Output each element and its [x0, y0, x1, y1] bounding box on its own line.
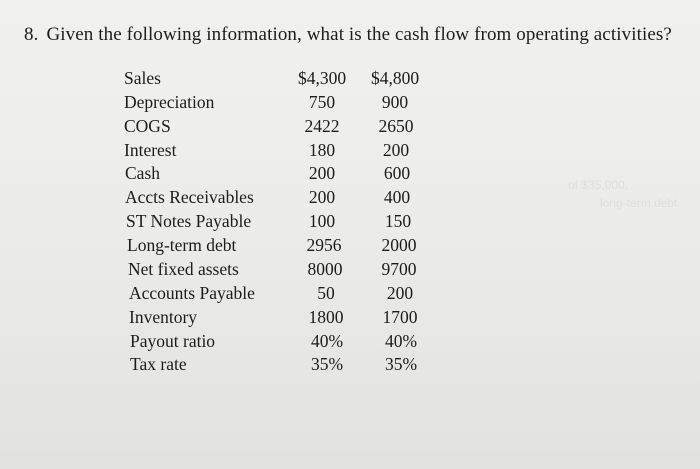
value-col2: 2000: [381, 235, 417, 255]
question: [24, 24, 672, 46]
value-col2: 150: [384, 211, 412, 231]
row-label: COGS: [124, 116, 171, 136]
value-col2: 40%: [384, 331, 418, 351]
value-col1: 180: [308, 140, 336, 160]
value-col2: 200: [382, 140, 410, 160]
row-label: Inventory: [129, 307, 198, 327]
row-label: Long-term debt: [127, 235, 237, 255]
value-col2: 1700: [382, 307, 418, 327]
value-col1: $4,300: [297, 68, 347, 88]
question-text: Given the following information, what is the cash flow from operating activities?: [46, 24, 672, 45]
value-col1: 35%: [310, 354, 344, 374]
value-col1: 750: [308, 92, 336, 112]
question-number: 8.: [24, 24, 39, 45]
value-col2: 35%: [384, 354, 418, 374]
bleed-through-text: long-term debt: [600, 196, 678, 210]
value-col1: 50: [317, 283, 335, 303]
value-col1: 2422: [304, 116, 340, 136]
value-col1: 40%: [310, 331, 344, 351]
row-label: ST Notes Payable: [126, 211, 252, 231]
value-col1: 8000: [307, 259, 343, 279]
row-label: Accounts Payable: [129, 283, 255, 303]
bleed-through-text: of $35,000,: [568, 178, 629, 192]
row-label: Cash: [125, 163, 160, 183]
row-label: Accts Receivables: [125, 187, 254, 207]
value-col2: 600: [383, 163, 411, 183]
value-col1: 200: [308, 187, 336, 207]
row-label: Sales: [124, 68, 161, 88]
row-label: Payout ratio: [130, 331, 216, 351]
value-col2: 9700: [381, 259, 417, 279]
value-col2: 400: [383, 187, 411, 207]
row-label: Depreciation: [124, 92, 215, 112]
value-col1: 100: [308, 211, 336, 231]
row-label: Net fixed assets: [128, 259, 239, 279]
value-col1: 2956: [306, 235, 342, 255]
value-col2: 200: [386, 283, 414, 303]
row-label: Interest: [124, 140, 177, 160]
row-label: Tax rate: [130, 354, 187, 374]
value-col1: 1800: [308, 307, 344, 327]
value-col2: 2650: [378, 116, 414, 136]
value-col2: $4,800: [370, 68, 420, 88]
value-col2: 900: [381, 92, 409, 112]
value-col1: 200: [308, 163, 336, 183]
